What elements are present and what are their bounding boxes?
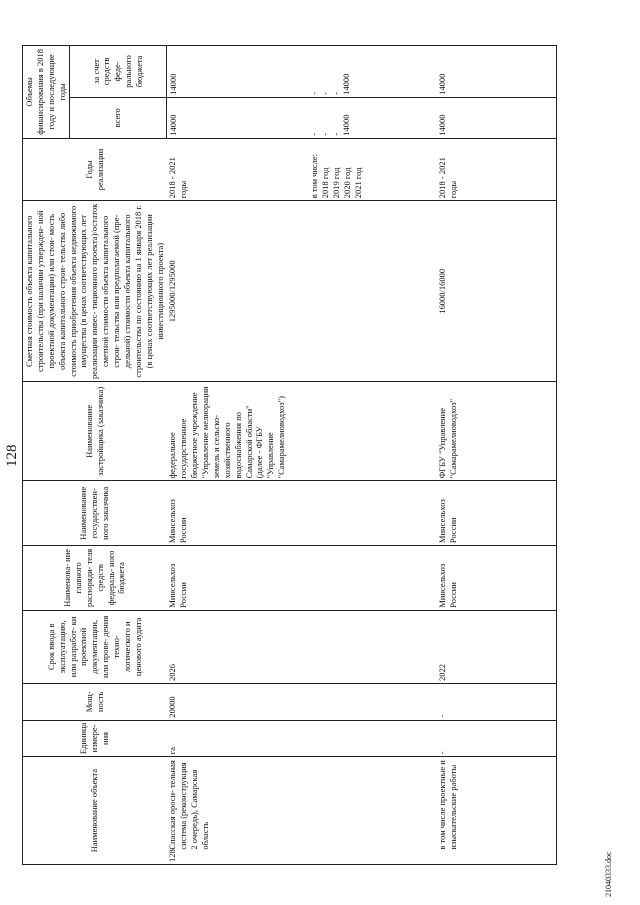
years-cell: [166, 138, 436, 201]
federal-cell: 14000: [436, 46, 556, 98]
years-cell: 2018 - 2021 годы: [436, 138, 556, 201]
breakdown-year: 2021 год: [352, 167, 363, 199]
header-state-customer: Наименование государствен- ного заказчика: [23, 481, 167, 546]
developer-cell: федеральное государственное бюджетное учреждение "Управление мелиорации земель и сельско- хозяйственного водоснабжения по Самарской области" (далее - ФГБУ "Управление "Самарамелиоводхоз"): [166, 382, 436, 481]
state-customer-cell: Минсельхоз России: [436, 481, 556, 546]
breakdown-year: 2020 год: [341, 167, 352, 199]
total-cell: [166, 97, 436, 138]
header-years: Годы реализации: [23, 138, 167, 201]
breakdown-total: -: [330, 132, 341, 136]
breakdown-federal: -: [308, 91, 319, 95]
header-developer: Наименование застройщика (заказчика): [23, 382, 167, 481]
total-value: 14000: [167, 114, 178, 136]
unit-cell: -: [436, 720, 556, 757]
row-number: [436, 852, 556, 865]
table-row: [436, 46, 556, 865]
state-customer-cell: Минсельхоз России: [166, 481, 436, 546]
table-row: [166, 46, 436, 865]
document-code: 21040333.doc: [604, 851, 613, 897]
breakdown-label: в том числе:: [309, 153, 320, 199]
cost-cell: 1295000/1295000: [166, 201, 436, 382]
header-estimated-cost: Сметная стоимость объекта капитального строительства (при наличии утвержден- ной проектной документации) или стои- мость объекта капитального строи- тельства либо стоимость приобретения объекта недвижимого имущества (в ценах соответствующих лет реализации инвес- тиционного проекта)/остаток сметной стоимости объекта капитального строи- тельства или предполагаемой (пре- дельной) стоимости объекта капитального строительства по состоянию на 1 января 2018 г. (в ценах соответствующих лет реализации инвестиционного проекта): [23, 201, 167, 382]
breakdown-federal: -: [330, 91, 341, 95]
object-name: в том числе проектные и изыскательские работы: [436, 757, 556, 852]
breakdown-year: 2019 год: [330, 167, 341, 199]
total-cell: 14000: [436, 97, 556, 138]
header-financing-federal: за счет средств феде- рального бюджета: [69, 46, 166, 98]
breakdown-federal: -: [319, 91, 330, 95]
federal-value: 14000: [167, 73, 178, 95]
unit-cell: га: [166, 720, 436, 757]
breakdown-total: -: [308, 132, 319, 136]
header-name: Наименование объекта: [23, 757, 167, 865]
developer-cell: ФГБУ "Управление "Самарамелиоводхоз": [436, 382, 556, 481]
header-main-manager: Наименова- ние главного распоряди- теля средств федераль- ного бюджета: [23, 546, 167, 611]
capacity-cell: -: [436, 683, 556, 720]
breakdown-total: 14000: [341, 114, 352, 136]
header-capacity: Мощ- ность: [23, 683, 167, 720]
breakdown-total: -: [319, 132, 330, 136]
object-name: Спасская ороси- тельная система (реконструкция 2 очередь), Самарская область: [166, 757, 436, 852]
main-manager-cell: Минсельхоз России: [436, 546, 556, 611]
main-manager-cell: Минсельхоз России: [166, 546, 436, 611]
breakdown-year: 2018 год: [320, 167, 330, 199]
deadline-cell: 2022: [436, 610, 556, 683]
investment-objects-table: [22, 45, 557, 865]
header-deadline: Срок ввода в эксплуатацию, или разработ- ки проектной документации, или прове- дения техно- логического и ценового аудита: [23, 610, 167, 683]
row-number: 128.: [166, 852, 436, 865]
capacity-cell: 20000: [166, 683, 436, 720]
page-number: 128: [4, 444, 20, 467]
header-financing-total: всего: [69, 97, 166, 138]
header-financing: Объемы финансирования в 2018 году и последующие годы: [23, 46, 70, 139]
federal-cell: [166, 46, 436, 98]
breakdown-federal: 14000: [341, 73, 352, 95]
deadline-cell: 2026: [166, 610, 436, 683]
years-value: 2018 - 2021 годы: [167, 157, 189, 199]
header-unit: Единица измере- ния: [23, 720, 167, 757]
cost-cell: 16000/16000: [436, 201, 556, 382]
